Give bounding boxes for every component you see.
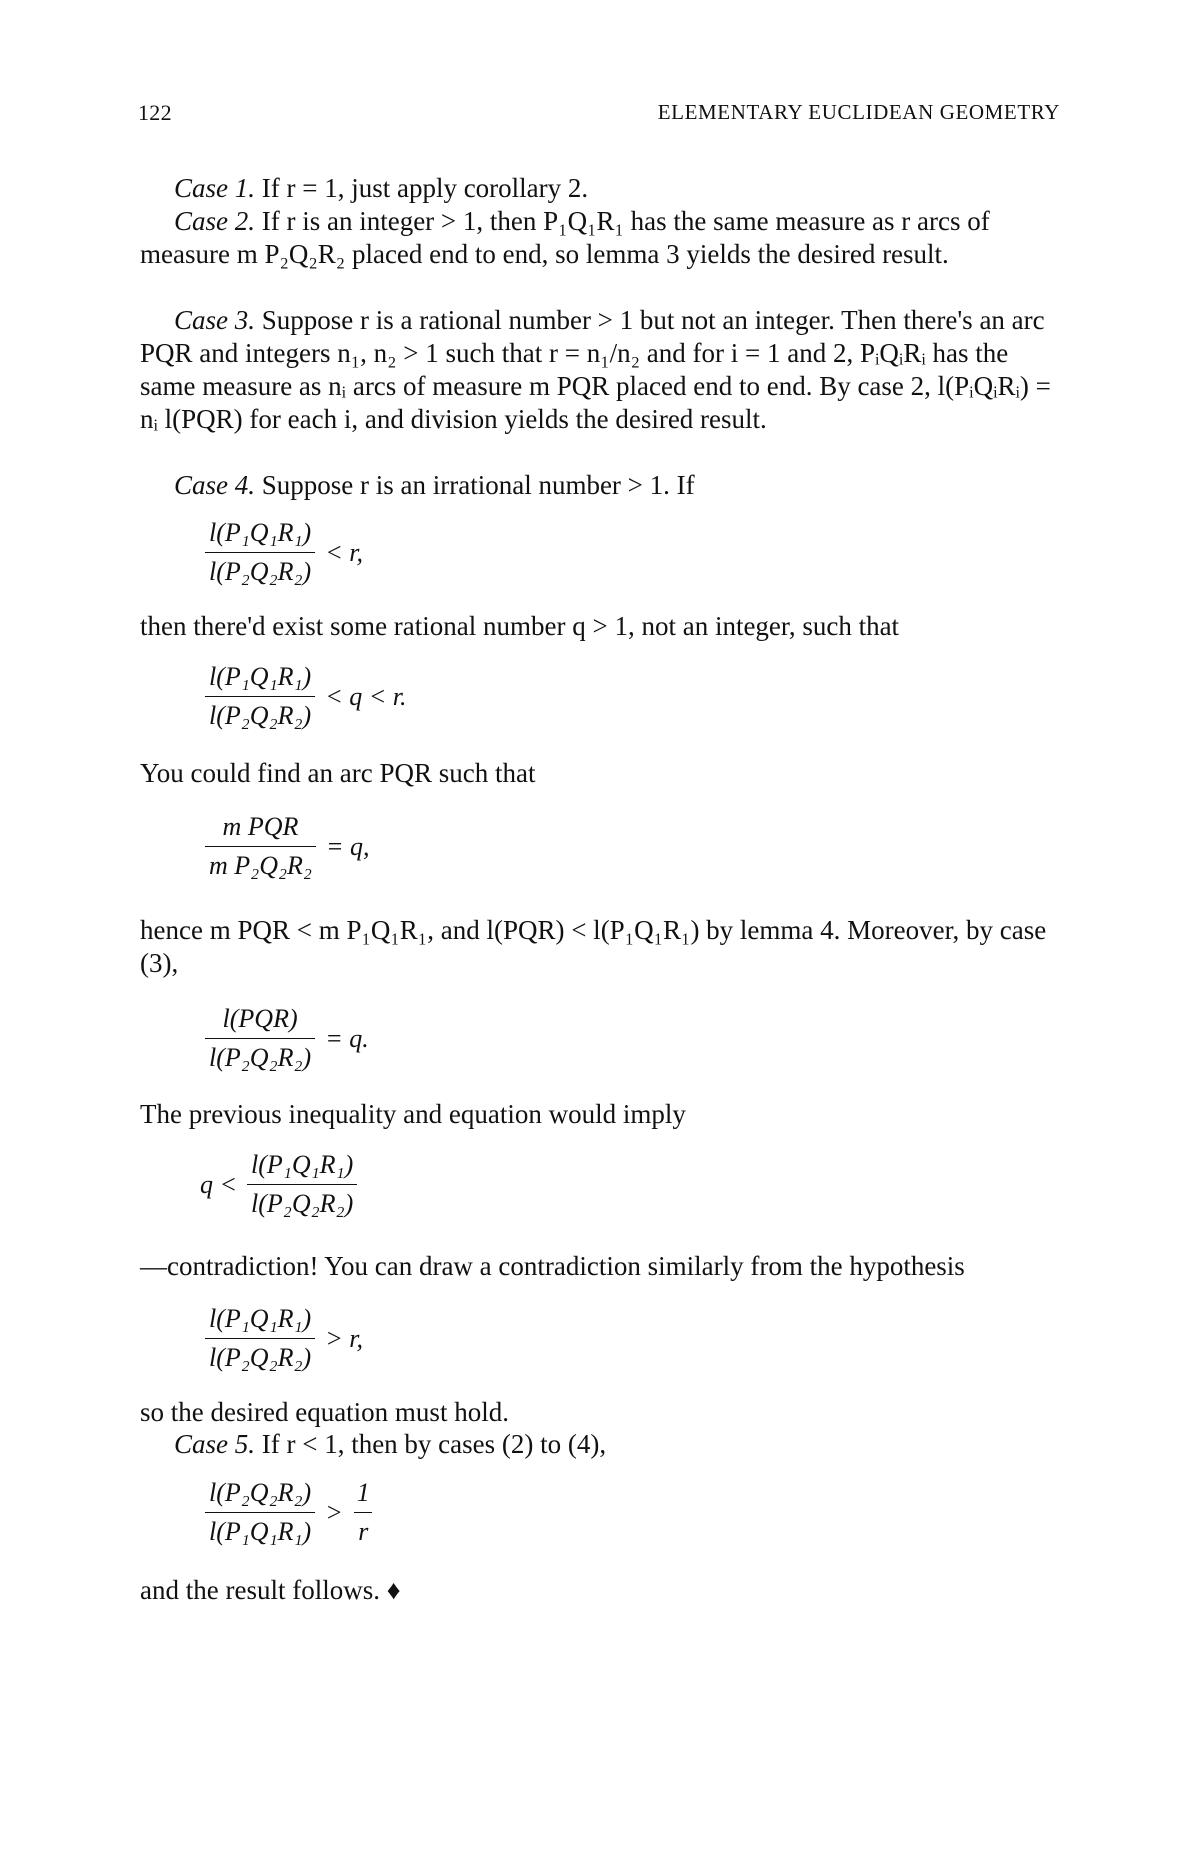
fraction: [205, 662, 315, 731]
case-5-paragraph: [140, 1428, 1054, 1461]
denominator: l(P₂Q₂R₂): [247, 1184, 357, 1219]
numerator: l(P₁Q₁R₁): [209, 662, 312, 691]
case-2-paragraph: [140, 205, 1054, 271]
contradiction-line: —contradiction! You can draw a contradiction similarly from the hypothesis: [140, 1251, 965, 1281]
denominator: l(P₂Q₂R₂): [205, 552, 315, 587]
case-1-paragraph: [140, 172, 1054, 205]
numerator: l(PQR): [222, 1004, 298, 1033]
relation: < q < r.: [325, 681, 407, 711]
so-desired-line: so the desired equation must hold.: [140, 1397, 509, 1427]
numerator: m PQR: [222, 812, 299, 841]
case-4-label: Case 4.: [174, 470, 255, 500]
case-5-text: If r < 1, then by cases (2) to (4),: [255, 1429, 607, 1459]
rhs-numerator: 1: [356, 1478, 370, 1507]
lhs: q <: [200, 1169, 238, 1199]
then-exist-line: then there'd exist some rational number q > 1, not an integer, such that: [140, 611, 900, 641]
rhs-denominator: r: [354, 1512, 372, 1547]
equation-4: [205, 1004, 369, 1073]
fraction: [205, 1304, 315, 1373]
fraction: [205, 1478, 315, 1547]
relation: > r,: [325, 1323, 363, 1353]
numerator: l(P₂Q₂R₂): [209, 1478, 312, 1507]
denominator: l(P₁Q₁R₁): [205, 1512, 315, 1547]
fraction: [205, 1004, 315, 1073]
case-5-label: Case 5.: [174, 1429, 255, 1459]
denominator: m P₂Q₂R₂: [205, 846, 316, 881]
case-2-text: If r is an integer > 1, then P₁Q₁R₁ has the same measure as r arcs of measure m P₂Q₂R₂ placed end to end, so lemma 3 yields the desired result.: [140, 206, 990, 269]
equation-5: [200, 1150, 357, 1219]
relation: < r,: [325, 537, 363, 567]
numerator: l(P₁Q₁R₁): [209, 518, 312, 547]
denominator: l(P₂Q₂R₂): [205, 1338, 315, 1373]
equation-2: [205, 662, 407, 731]
fraction: [205, 812, 316, 881]
relation: = q.: [325, 1023, 369, 1053]
denominator: l(P₂Q₂R₂): [205, 1038, 315, 1073]
case-3-paragraph: [140, 304, 1054, 436]
case-1-text: If r = 1, just apply corollary 2.: [255, 173, 589, 203]
running-title: ELEMENTARY EUCLIDEAN GEOMETRY: [657, 100, 1060, 124]
denominator: l(P₂Q₂R₂): [205, 696, 315, 731]
case-4-paragraph: [140, 469, 1054, 502]
case-3-text: Suppose r is a rational number > 1 but not an integer. Then there's an arc PQR and integers n₁, n₂ > 1 such that r = n₁/n₂ and for i = 1 and 2, PᵢQᵢRᵢ has the same measure as nᵢ arcs of measure m PQR placed end to end. By case 2, l(PᵢQᵢRᵢ) = nᵢ l(PQR) for each i, and division yields the desired result.: [140, 305, 1051, 434]
numerator: l(P₁Q₁R₁): [251, 1150, 354, 1179]
result-line: and the result follows. ♦: [140, 1575, 401, 1605]
equation-3: [205, 812, 369, 881]
rhs-fraction: [353, 1478, 374, 1547]
relation: >: [325, 1497, 343, 1527]
equation-6: [205, 1304, 363, 1373]
find-arc-line: You could find an arc PQR such that: [140, 758, 536, 788]
equation-1: [205, 518, 363, 587]
case-4-text: Suppose r is an irrational number > 1. If: [255, 470, 695, 500]
case-3-label: Case 3.: [174, 305, 255, 335]
relation: = q,: [325, 831, 370, 861]
page-number: 122: [138, 100, 172, 125]
fraction: [247, 1150, 357, 1219]
hence-paragraph: hence m PQR < m P₁Q₁R₁, and l(PQR) < l(P₁Q₁R₁) by lemma 4. Moreover, by case (3),: [140, 915, 1047, 978]
fraction: [205, 518, 315, 587]
case-1-label: Case 1.: [174, 173, 255, 203]
equation-7: [205, 1478, 374, 1547]
case-2-label: Case 2.: [174, 206, 255, 236]
numerator: l(P₁Q₁R₁): [209, 1304, 312, 1333]
previous-line: The previous inequality and equation would imply: [140, 1099, 686, 1129]
